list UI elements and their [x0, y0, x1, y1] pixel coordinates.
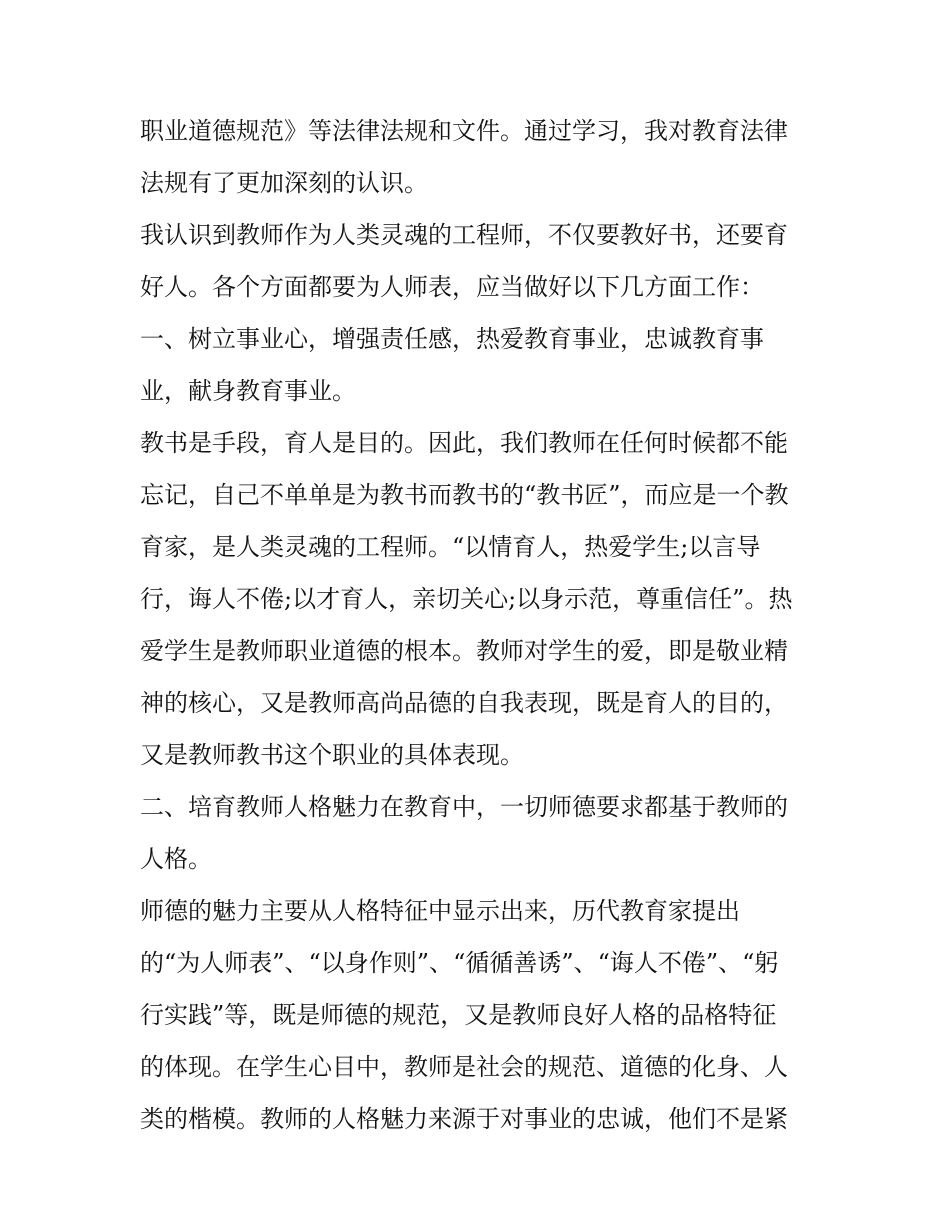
text-line: 我认识到教师作为人类灵魂的工程师，不仅要教好书，还要育: [140, 221, 788, 249]
text-line: 神的核心，又是教师高尚品德的自我表现，既是育人的目的，: [140, 689, 788, 717]
text-line: 人格。: [140, 845, 212, 873]
text-line: 忘记，自己不单单是为教书而教书的“教书匠”，而应是一个教: [140, 481, 789, 509]
text-line: 行实践”等，既是师德的规范，又是教师良好人格的品格特征: [140, 1001, 777, 1029]
text-line: 法规有了更加深刻的认识。: [140, 169, 428, 197]
text-line: 的体现。在学生心目中，教师是社会的规范、道德的化身、人: [140, 1053, 788, 1081]
text-line: 的“为人师表”、“以身作则”、“循循善诱”、“诲人不倦”、“躬: [140, 949, 779, 977]
text-line: 爱学生是教师职业道德的根本。教师对学生的爱，即是敬业精: [140, 637, 788, 665]
text-line: 又是教师教书这个职业的具体表现。: [140, 741, 524, 769]
text-line: 一、树立事业心，增强责任感，热爱教育事业，忠诚教育事: [140, 325, 764, 353]
text-line: 行，诲人不倦;以才育人，亲切关心;以身示范，尊重信任”。热: [140, 585, 793, 613]
text-line: 好人。各个方面都要为人师表，应当做好以下几方面工作：: [140, 273, 764, 301]
text-line: 教书是手段，育人是目的。因此，我们教师在任何时候都不能: [140, 429, 788, 457]
text-line: 育家，是人类灵魂的工程师。“以情育人，热爱学生;以言导: [140, 533, 761, 561]
text-line: 职业道德规范》等法律法规和文件。通过学习，我对教育法律: [140, 117, 788, 145]
text-line: 二、培育教师人格魅力在教育中，一切师德要求都基于教师的: [140, 793, 788, 821]
body-text: [140, 105, 820, 1145]
text-line: 师德的魅力主要从人格特征中显示出来，历代教育家提出: [140, 897, 740, 925]
text-line: 业，献身教育事业。: [140, 377, 356, 405]
text-line: 类的楷模。教师的人格魅力来源于对事业的忠诚，他们不是紧: [140, 1105, 788, 1133]
